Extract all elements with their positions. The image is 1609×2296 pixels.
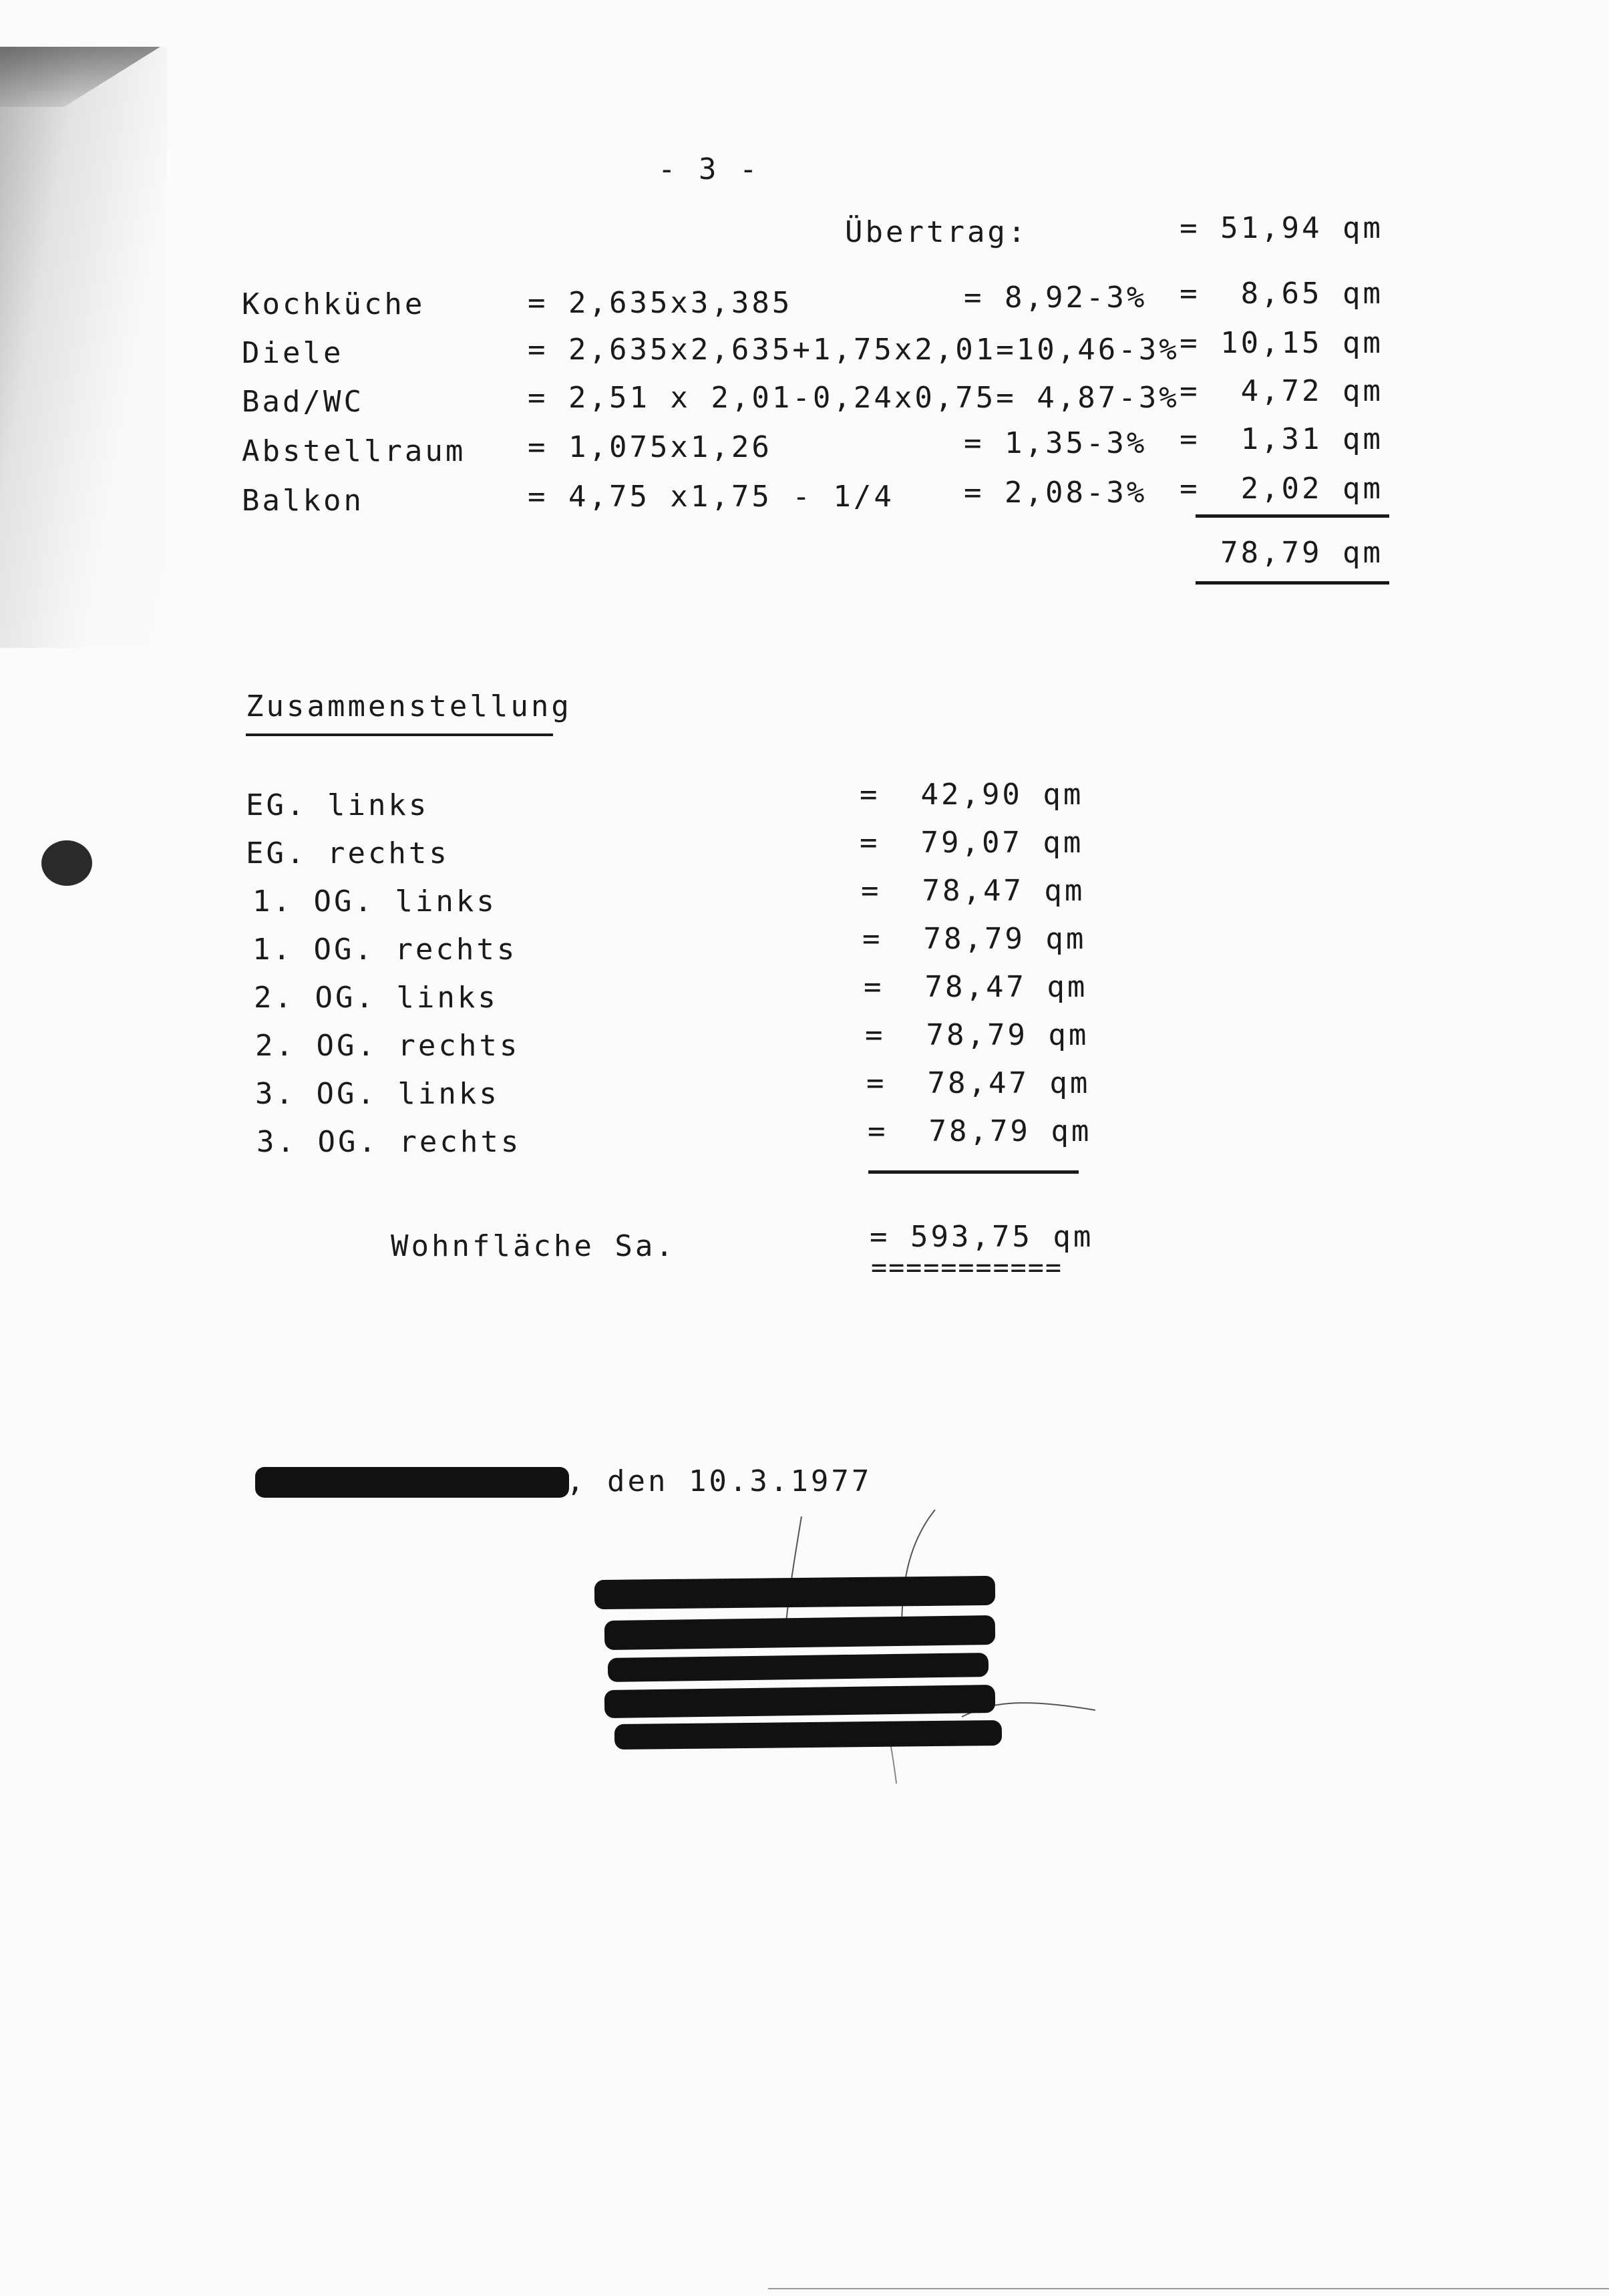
room-value: = 2,02 qm (1180, 472, 1383, 506)
redacted-signature-line (604, 1685, 996, 1718)
carryover-label: Übertrag: (845, 215, 1029, 249)
carryover-value: = 51,94 qm (1180, 211, 1383, 245)
place-date: , den 10.3.1977 (566, 1464, 872, 1498)
room-formula: = 4,75 x1,75 - 1/4 (528, 480, 894, 514)
room-name: Abstellraum (242, 434, 466, 468)
rooms-total: 78,79 qm (1220, 536, 1383, 570)
bottom-edge-line (768, 2288, 1609, 2289)
room-formula: = 1,075x1,26 (528, 430, 772, 464)
redacted-place (255, 1467, 569, 1498)
floor-label: EG. links (246, 788, 429, 822)
scan-shadow (0, 47, 167, 648)
redacted-signature-line (614, 1720, 1002, 1750)
floor-label: 3. OG. rechts (256, 1125, 522, 1159)
punch-hole (41, 840, 92, 886)
floor-value: = 78,79 qm (868, 1114, 1092, 1148)
floor-value: = 78,79 qm (862, 922, 1087, 956)
floor-label: EG. rechts (246, 836, 450, 870)
living-area-double-underline: =========== (871, 1253, 1063, 1283)
page-number: - 3 - (658, 152, 760, 186)
floor-label: 2. OG. rechts (255, 1029, 520, 1063)
room-formula: = 2,635x2,635+1,75x2,01=10,46-3% (528, 333, 1180, 367)
room-formula: = 2,635x3,385 (528, 286, 793, 320)
room-name: Kochküche (242, 287, 425, 321)
floor-label: 1. OG. links (252, 884, 497, 919)
room-value: = 1,31 qm (1180, 422, 1383, 456)
heading-underline (246, 733, 553, 736)
floor-label: 3. OG. links (255, 1077, 500, 1111)
redacted-signature-line (604, 1615, 996, 1650)
floor-value: = 78,47 qm (866, 1066, 1091, 1100)
floor-value: = 42,90 qm (860, 778, 1084, 812)
summary-sum-rule (868, 1170, 1079, 1174)
room-value: = 4,72 qm (1180, 374, 1383, 408)
floor-value: = 79,07 qm (860, 826, 1084, 860)
floor-value: = 78,47 qm (861, 874, 1085, 908)
room-value: = 8,65 qm (1180, 277, 1383, 311)
room-calc: = 2,08-3% (964, 476, 1147, 510)
room-name: Diele (242, 336, 344, 370)
living-area-label: Wohnfläche Sa. (391, 1229, 676, 1263)
summary-heading: Zusammenstellung (246, 689, 572, 723)
room-name: Balkon (242, 484, 364, 518)
floor-label: 2. OG. links (254, 981, 498, 1015)
room-formula: = 2,51 x 2,01-0,24x0,75= 4,87-3% (528, 381, 1180, 415)
sum-rule (1196, 514, 1389, 518)
floor-value: = 78,79 qm (865, 1018, 1089, 1052)
total-rule (1196, 581, 1389, 585)
redacted-signature-line (594, 1576, 995, 1609)
floor-value: = 78,47 qm (864, 970, 1088, 1004)
living-area-total: = 593,75 qm (870, 1220, 1094, 1254)
room-calc: = 1,35-3% (964, 426, 1147, 460)
floor-label: 1. OG. rechts (252, 933, 518, 967)
room-value: = 10,15 qm (1180, 326, 1383, 360)
room-calc: = 8,92-3% (964, 281, 1147, 315)
room-name: Bad/WC (242, 385, 364, 419)
